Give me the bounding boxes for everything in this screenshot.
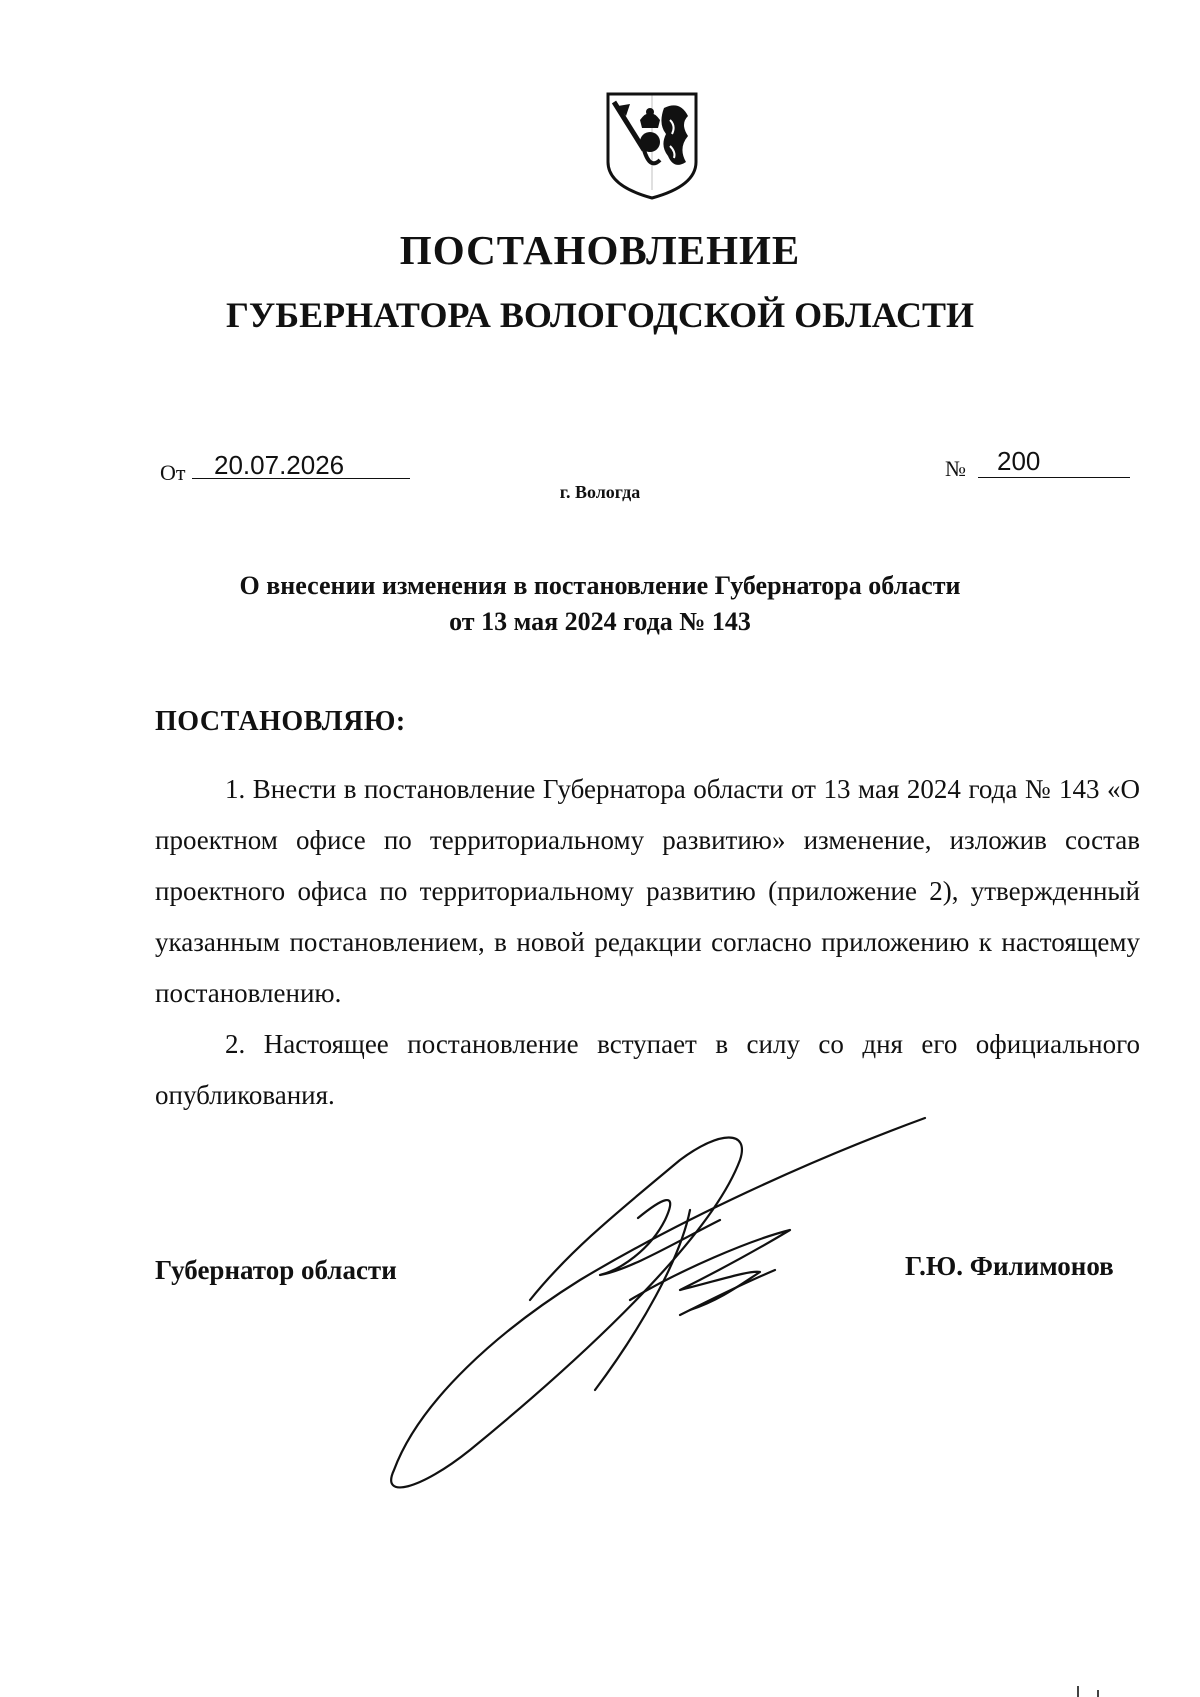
document-subtitle: ГУБЕРНАТОРА ВОЛОГОДСКОЙ ОБЛАСТИ xyxy=(225,295,975,335)
number-underline xyxy=(978,477,1130,478)
number-label: № xyxy=(945,456,966,481)
subject-line-2: от 13 мая 2024 года № 143 xyxy=(449,607,751,636)
scan-mark xyxy=(1068,1680,1108,1697)
city: г. Вологда xyxy=(559,482,641,502)
coat-of-arms-icon xyxy=(604,90,700,202)
handwritten-signature xyxy=(380,1100,940,1500)
decree-word: ПОСТАНОВЛЯЮ: xyxy=(155,706,406,737)
date-label: От xyxy=(160,460,186,485)
subject-line-1: О внесении изменения в постановление Губернатора области xyxy=(239,571,961,600)
signer-name: Г.Ю. Филимонов xyxy=(905,1251,1114,1281)
signer-position: Губернатор области xyxy=(155,1255,397,1285)
paragraph-1: 1. Внести в постановление Губернатора области от 13 мая 2024 года № 143 «О проектном офисе по территориальному развитию» изменение, изложив состав проектного офиса по территориальному развитию (приложение 2), утвержденный указанным постановлением, в новой редакции согласно приложению к настоящему постановлению. xyxy=(155,774,1140,1008)
document-body xyxy=(155,764,1140,1121)
subject xyxy=(0,568,1200,640)
date-value: 20.07.2026 xyxy=(214,450,345,480)
paragraph-2: 2. Настоящее постановление вступает в силу со дня его официального опубликования. xyxy=(155,1029,1140,1110)
number-value: 200 xyxy=(997,446,1041,476)
document-title: ПОСТАНОВЛЕНИЕ xyxy=(399,227,801,273)
